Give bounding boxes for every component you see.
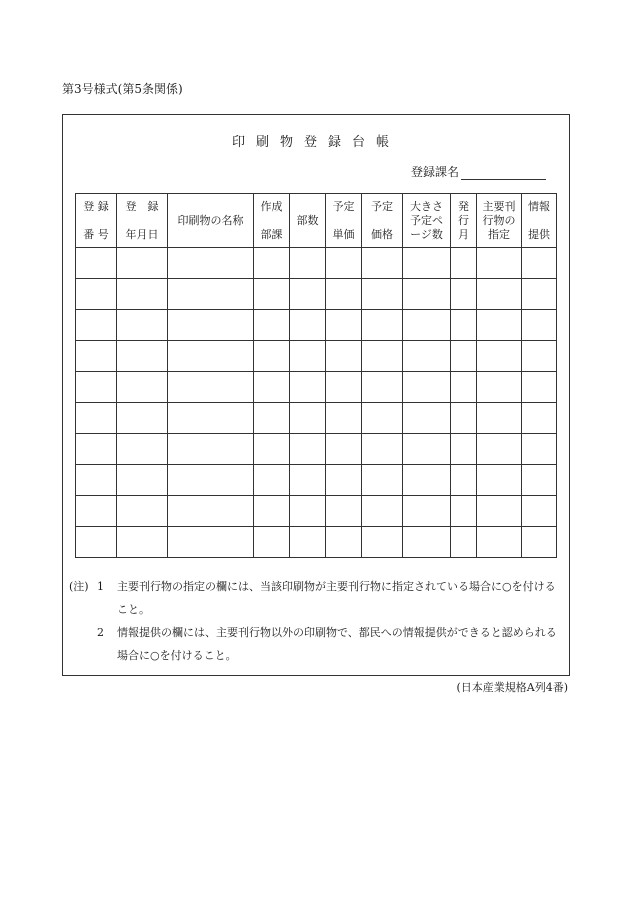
table-cell[interactable] — [451, 434, 477, 465]
note-item — [69, 621, 563, 667]
table-cell[interactable] — [403, 372, 451, 403]
table-cell[interactable] — [117, 496, 168, 527]
table-cell[interactable] — [254, 341, 290, 372]
table-cell[interactable] — [477, 341, 522, 372]
table-cell[interactable] — [403, 465, 451, 496]
table-cell[interactable] — [117, 434, 168, 465]
table-cell[interactable] — [326, 403, 362, 434]
table-header-row — [76, 194, 557, 248]
table-row — [76, 403, 557, 434]
table-cell[interactable] — [117, 341, 168, 372]
table-cell[interactable] — [168, 527, 254, 558]
table-cell[interactable] — [477, 434, 522, 465]
table-cell[interactable] — [403, 310, 451, 341]
table-row — [76, 310, 557, 341]
table-row — [76, 434, 557, 465]
table-cell[interactable] — [477, 248, 522, 279]
table-cell[interactable] — [290, 496, 326, 527]
table-cell[interactable] — [76, 341, 117, 372]
table-cell[interactable] — [362, 341, 403, 372]
table-cell[interactable] — [326, 279, 362, 310]
table-cell[interactable] — [117, 248, 168, 279]
table-cell[interactable] — [403, 279, 451, 310]
table-cell[interactable] — [290, 434, 326, 465]
table-row — [76, 372, 557, 403]
table-cell[interactable] — [117, 310, 168, 341]
table-cell[interactable] — [451, 310, 477, 341]
table-cell[interactable] — [76, 434, 117, 465]
table-cell[interactable] — [522, 341, 557, 372]
table-cell[interactable] — [168, 372, 254, 403]
table-cell[interactable] — [477, 310, 522, 341]
table-cell[interactable] — [117, 527, 168, 558]
table-cell[interactable] — [451, 372, 477, 403]
table-cell[interactable] — [362, 527, 403, 558]
note-text: 主要刊行物の指定の欄には、当該印刷物が主要刊行物に指定されている場合に○を付けること。 — [117, 580, 556, 616]
table-cell[interactable] — [117, 372, 168, 403]
table-cell[interactable] — [403, 248, 451, 279]
header-copies: 部数 — [290, 194, 326, 248]
table-cell[interactable] — [326, 496, 362, 527]
register-table-body — [76, 248, 557, 558]
table-cell[interactable] — [117, 279, 168, 310]
table-cell[interactable] — [168, 279, 254, 310]
table-cell[interactable] — [451, 248, 477, 279]
note-text: 情報提供の欄には、主要刊行物以外の印刷物で、都民への情報提供ができると認められる場合に○を付けること。 — [117, 626, 557, 662]
table-cell[interactable] — [76, 496, 117, 527]
table-cell[interactable] — [76, 310, 117, 341]
table-cell[interactable] — [254, 372, 290, 403]
table-row — [76, 279, 557, 310]
table-cell[interactable] — [168, 434, 254, 465]
table-cell[interactable] — [403, 527, 451, 558]
note-item — [69, 575, 563, 621]
table-cell[interactable] — [522, 248, 557, 279]
notes-prefix: (注) — [69, 580, 89, 593]
header-planned-unit-price: 予定 単価 — [326, 194, 362, 248]
table-cell[interactable] — [451, 465, 477, 496]
table-cell[interactable] — [76, 248, 117, 279]
header-major-publication: 主要刊 行物の 指定 — [477, 194, 522, 248]
header-publication-name: 印刷物の名称 — [168, 194, 254, 248]
header-creating-department: 作成 部課 — [254, 194, 290, 248]
table-row — [76, 465, 557, 496]
table-cell[interactable] — [326, 465, 362, 496]
table-cell[interactable] — [362, 434, 403, 465]
table-row — [76, 248, 557, 279]
table-cell[interactable] — [290, 372, 326, 403]
table-cell[interactable] — [168, 403, 254, 434]
table-cell[interactable] — [254, 279, 290, 310]
table-cell[interactable] — [254, 434, 290, 465]
table-cell[interactable] — [290, 403, 326, 434]
table-cell[interactable] — [522, 527, 557, 558]
table-cell[interactable] — [290, 248, 326, 279]
header-planned-price: 予定 価格 — [362, 194, 403, 248]
table-cell[interactable] — [326, 434, 362, 465]
table-cell[interactable] — [168, 341, 254, 372]
table-cell[interactable] — [254, 465, 290, 496]
table-cell[interactable] — [290, 310, 326, 341]
table-cell[interactable] — [326, 310, 362, 341]
table-cell[interactable] — [522, 496, 557, 527]
table-cell[interactable] — [326, 248, 362, 279]
table-cell[interactable] — [254, 403, 290, 434]
form-title: 印刷物登録台帳 — [231, 135, 400, 150]
table-cell[interactable] — [477, 403, 522, 434]
table-cell[interactable] — [362, 279, 403, 310]
header-registration-date: 登 録 年月日 — [117, 194, 168, 248]
form-label: 第3号様式(第5条関係) — [62, 82, 183, 96]
table-cell[interactable] — [477, 279, 522, 310]
table-cell[interactable] — [403, 496, 451, 527]
header-issue-month: 発 行 月 — [451, 194, 477, 248]
table-cell[interactable] — [168, 310, 254, 341]
header-size-pages: 大きさ 予定ペ ージ数 — [403, 194, 451, 248]
table-cell[interactable] — [403, 403, 451, 434]
table-cell[interactable] — [362, 248, 403, 279]
table-row — [76, 527, 557, 558]
table-cell[interactable] — [451, 496, 477, 527]
table-cell[interactable] — [290, 465, 326, 496]
table-cell[interactable] — [76, 279, 117, 310]
register-table — [75, 193, 557, 558]
table-cell[interactable] — [477, 527, 522, 558]
table-cell[interactable] — [362, 465, 403, 496]
table-cell[interactable] — [477, 372, 522, 403]
notes — [69, 575, 563, 667]
table-cell[interactable] — [326, 527, 362, 558]
header-information-provision: 情報 提供 — [522, 194, 557, 248]
table-cell[interactable] — [362, 403, 403, 434]
table-cell[interactable] — [477, 496, 522, 527]
table-cell[interactable] — [326, 341, 362, 372]
table-cell[interactable] — [254, 310, 290, 341]
table-row — [76, 341, 557, 372]
table-cell[interactable] — [451, 403, 477, 434]
table-cell[interactable] — [76, 372, 117, 403]
table-cell[interactable] — [522, 434, 557, 465]
table-cell[interactable] — [362, 372, 403, 403]
table-cell[interactable] — [290, 527, 326, 558]
table-cell[interactable] — [76, 527, 117, 558]
table-cell[interactable] — [403, 341, 451, 372]
table-cell[interactable] — [362, 496, 403, 527]
table-cell[interactable] — [522, 279, 557, 310]
table-cell[interactable] — [522, 310, 557, 341]
paper-size-note: (日本産業規格A列4番) — [456, 681, 568, 694]
table-cell[interactable] — [117, 403, 168, 434]
table-cell[interactable] — [168, 248, 254, 279]
table-cell[interactable] — [168, 465, 254, 496]
table-cell[interactable] — [76, 465, 117, 496]
table-cell[interactable] — [451, 279, 477, 310]
table-cell[interactable] — [76, 403, 117, 434]
table-cell[interactable] — [522, 403, 557, 434]
table-cell[interactable] — [362, 310, 403, 341]
department-label: 登録課名 — [411, 165, 460, 179]
table-cell[interactable] — [290, 279, 326, 310]
table-cell[interactable] — [254, 248, 290, 279]
table-cell[interactable] — [168, 496, 254, 527]
form-frame — [62, 114, 570, 676]
table-cell[interactable] — [254, 527, 290, 558]
table-cell[interactable] — [403, 434, 451, 465]
table-cell[interactable] — [254, 496, 290, 527]
header-registration-number: 登 録 番 号 — [76, 194, 117, 248]
table-cell[interactable] — [117, 465, 168, 496]
department-input-line[interactable] — [461, 167, 546, 180]
table-cell[interactable] — [290, 341, 326, 372]
table-cell[interactable] — [451, 341, 477, 372]
table-cell[interactable] — [326, 372, 362, 403]
table-cell[interactable] — [477, 465, 522, 496]
note-number: 2 — [97, 626, 104, 639]
table-row — [76, 496, 557, 527]
department-field — [411, 163, 546, 180]
note-number: 1 — [97, 580, 104, 593]
table-cell[interactable] — [451, 527, 477, 558]
table-cell[interactable] — [522, 372, 557, 403]
table-cell[interactable] — [522, 465, 557, 496]
